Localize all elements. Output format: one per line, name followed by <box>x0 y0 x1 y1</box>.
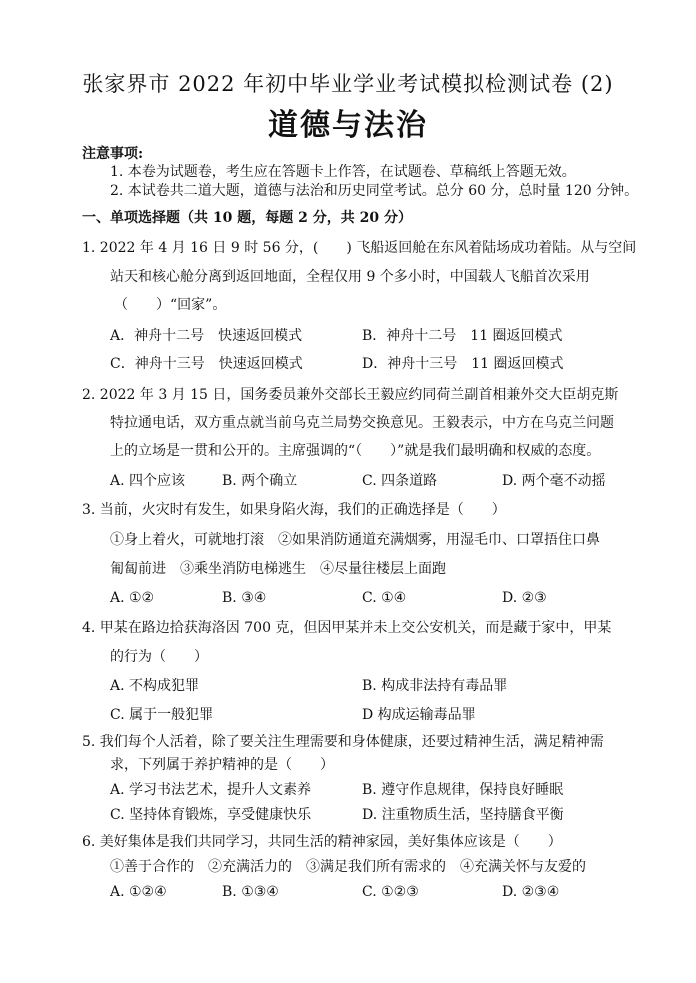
question-5-option-a[interactable]: A. 学习书法艺术，提升人文素养 <box>110 782 312 798</box>
question-1-line-3: （ ）“回家”。 <box>114 297 227 313</box>
question-3-option-d[interactable]: D. ②③ <box>502 590 547 606</box>
question-3-line-1: 3. 当前，火灾时有发生，如果身陷火海，我们的正确选择是（ ） <box>82 502 506 518</box>
notice-item-1: 1. 本卷为试题卷，考生应在答题卡上作答，在试题卷、草稿纸上答题无效。 <box>110 164 576 180</box>
question-5-option-d[interactable]: D. 注重物质生活，坚持膳食平衡 <box>362 807 564 823</box>
question-2-line-2: 特拉通电话，双方重点就当前乌克兰局势交换意见。王毅表示，中方在乌克兰问题 <box>110 415 614 431</box>
question-4-option-d[interactable]: D 构成运输毒品罪 <box>362 707 476 723</box>
question-2-option-d[interactable]: D. 两个毫不动摇 <box>502 473 606 489</box>
question-3-line-3: 匍匐前进 ③乘坐消防电梯逃生 ④尽量往楼层上面跑 <box>110 561 446 577</box>
section-heading: 一、单项选择题（共 10 题，每题 2 分，共 20 分） <box>82 210 412 226</box>
question-6-line-1: 6. 美好集体是我们共同学习，共同生活的精神家园，美好集体应该是（ ） <box>82 834 562 850</box>
question-4-option-a[interactable]: A. 不构成犯罪 <box>110 678 200 694</box>
question-5-option-b[interactable]: B. 遵守作息规律，保持良好睡眠 <box>362 782 564 798</box>
question-3-option-a[interactable]: A. ①② <box>110 590 155 606</box>
question-6-option-b[interactable]: B. ①③④ <box>222 884 279 900</box>
question-3-line-2: ①身上着火，可就地打滚 ②如果消防通道充满烟雾，用湿毛巾、口罩捂住口鼻 <box>110 532 600 548</box>
question-6-option-c[interactable]: C. ①②③ <box>362 884 419 900</box>
question-1-line-2: 站天和核心舱分离到返回地面，全程仅用 9 个多小时，中国载人飞船首次采用 <box>110 269 590 285</box>
question-6-line-2: ①善于合作的 ②充满活力的 ③满足我们所有需求的 ④充满关怀与友爱的 <box>110 859 586 875</box>
question-4-line-1: 4. 甲某在路边拾获海洛因 700 克，但因甲某并未上交公安机关，而是藏于家中，甲某 <box>82 620 612 636</box>
question-6-option-a[interactable]: A. ①②④ <box>110 884 167 900</box>
question-2-option-a[interactable]: A. 四个应该 <box>110 473 186 489</box>
question-2-line-3: 上的立场是一贯和公开的。主席强调的“（ ）”就是我们最明确和权威的态度。 <box>110 443 601 459</box>
question-2-line-1: 2. 2022 年 3 月 15 日，国务委员兼外交部长王毅应约同荷兰副首相兼外交大臣胡克斯 <box>82 387 619 403</box>
question-4-option-c[interactable]: C. 属于一般犯罪 <box>110 707 214 723</box>
question-1-option-c[interactable]: C．神舟十三号 快速返回模式 <box>110 356 303 372</box>
notice-heading: 注意事项: <box>82 146 144 162</box>
question-3-option-c[interactable]: C. ①④ <box>362 590 407 606</box>
question-1-option-b[interactable]: B．神舟十二号 11 圈返回模式 <box>362 328 563 344</box>
question-5-option-c[interactable]: C. 坚持体育锻炼，享受健康快乐 <box>110 807 312 823</box>
subject-title: 道德与法治 <box>268 108 428 143</box>
question-2-option-c[interactable]: C. 四条道路 <box>362 473 438 489</box>
question-5-line-2: 求，下列属于养护精神的是（ ） <box>110 757 334 773</box>
question-4-option-b[interactable]: B. 构成非法持有毒品罪 <box>362 678 508 694</box>
question-6-option-d[interactable]: D. ②③④ <box>502 884 560 900</box>
question-2-option-b[interactable]: B. 两个确立 <box>222 473 298 489</box>
question-1-option-d[interactable]: D．神舟十三号 11 圈返回模式 <box>362 356 564 372</box>
question-5-line-1: 5. 我们每个人活着，除了要关注生理需要和身体健康，还要过精神生活，满足精神需 <box>82 734 604 750</box>
question-1-option-a[interactable]: A．神舟十二号 快速返回模式 <box>110 328 303 344</box>
question-1-line-1: 1. 2022 年 4 月 16 日 9 时 56 分，( ) 飞船返回舱在东风着陆场成功着陆。从与空间 <box>82 240 637 256</box>
question-4-line-2: 的行为（ ） <box>110 649 208 665</box>
exam-title: 张家界市 2022 年初中毕业学业考试模拟检测试卷 (2) <box>82 72 614 96</box>
question-3-option-b[interactable]: B. ③④ <box>222 590 267 606</box>
notice-item-2: 2. 本试卷共二道大题，道德与法治和历史同堂考试。总分 60 分，总时量 120 分钟。 <box>110 183 639 199</box>
